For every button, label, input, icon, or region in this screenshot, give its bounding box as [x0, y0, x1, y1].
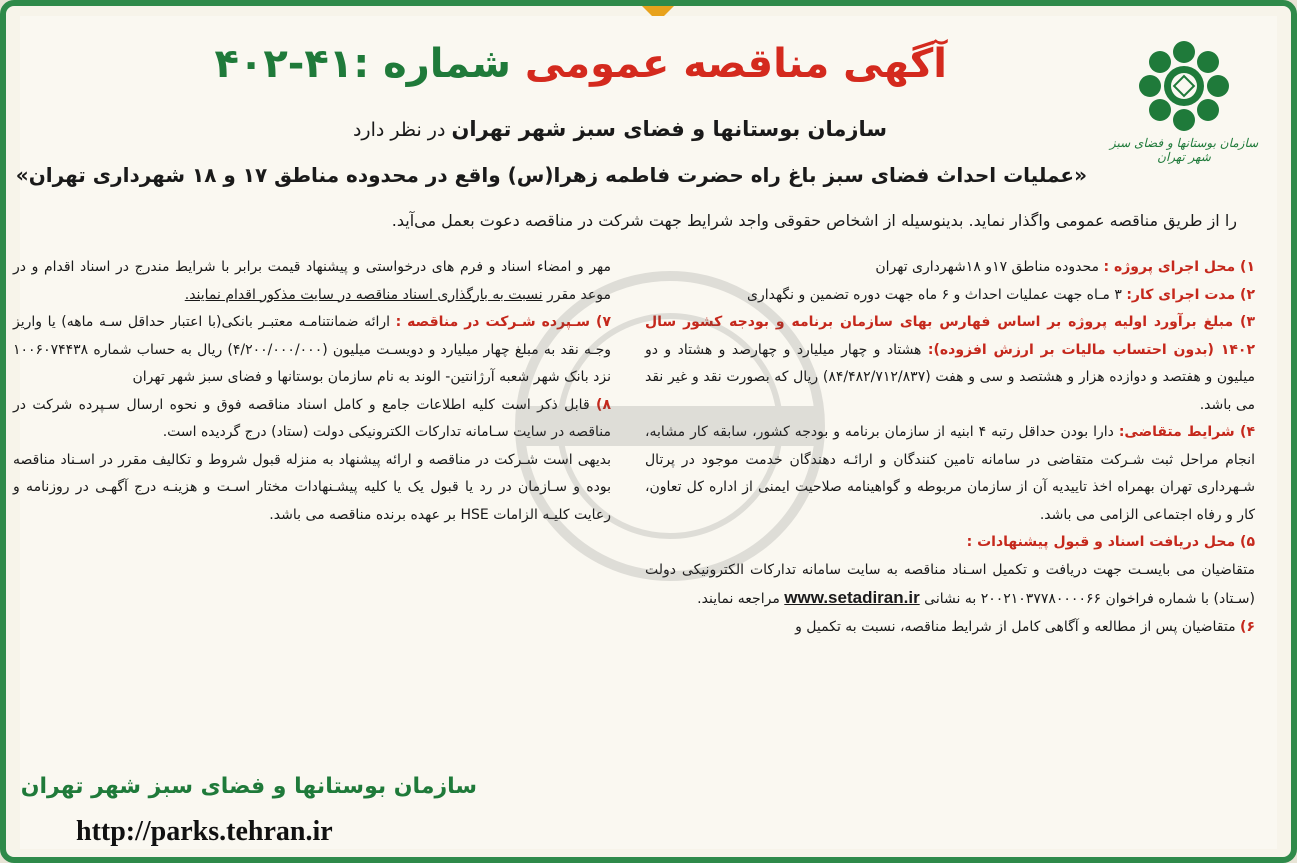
page-title	[214, 38, 947, 90]
section-1-text: محدوده مناطق ۱۷و ۱۸شهرداری تهران	[875, 259, 1104, 275]
invitation-text: را از طریق مناقصه عمومی واگذار نماید. بدینوسیله از اشخاص حقوقی واجد شرایط جهت شرکت در مناقصه دعوت بعمل می‌آید.	[391, 211, 1237, 230]
section-8-text: قابل ذکر است کلیه اطلاعات جامع و کامل اسناد مناقصه فوق و نحوه ارسال سـپرده شرکت در مناقصه در سایت سـامانه تدارکات الکترونیکی دولت (ستاد) درج گردیده است.	[13, 396, 611, 440]
section-2	[645, 282, 1255, 310]
section-5-text: متقاضیان می بایسـت جهت دریافت و تکمیل اسـناد مناقصه به سایت سامانه تدارکات الکترونیکی دولت (سـتاد) با شماره فراخوان ۲۰۰۲۱۰۳۷۷۸۰۰۰۰۶۶ به نشانی	[645, 561, 1255, 607]
section-3-text: هشتاد و چهار میلیارد و چهارصد و هشتاد و دو میلیون و هفتصد و دوازده هزار و هشتصد و سی و هفت (۸۴/۴۸۲/۷۱۲/۸۳۷) ریال که بصورت نقد و غیر نقد می باشد.	[645, 341, 1255, 413]
tender-subject: «عملیات احداث فضای سبز باغ راه حضرت فاطمه زهرا(س) واقع در محدوده مناطق ۱۷ و ۱۸ شهرداری تهران»	[15, 163, 1087, 187]
setad-link[interactable]: www.setadiran.ir	[784, 588, 920, 607]
section-6-heading: ۶)	[1240, 618, 1255, 635]
section-6	[645, 614, 1255, 642]
section-2-text: ۳ مـاه جهت عملیات احداث و ۶ ماه جهت دوره تضمین و نگهداری	[747, 286, 1127, 303]
right-column	[645, 254, 1255, 641]
title-red: آگهی مناقصه عمومی	[524, 41, 947, 87]
section-4-text: دارا بودن حداقل رتبه ۴ ابنیه از سازمان برنامه و بودجه کشور، سابقه کار مشابه، انجام مراحل ثبت شـرکت متقاضی در سامانه تامین کنندگان و ارائـه دهندگان خدمت موجود در پرتال شـهرداری تهران بهمراه اخذ تاییدیه آن از سازمان مربوطه و گواهینامه صلاحیت ایمنی از اداره کل تعاون، کار و رفاه اجتماعی الزامی می باشد.	[645, 424, 1255, 523]
organization-logo	[1109, 38, 1259, 168]
section-6-text: متقاضیان پس از مطالعه و آگاهی کامل از شرایط مناقصه، نسبت به تکمیل و	[795, 618, 1241, 635]
title-number: شماره :۴۱-۴۰۲	[214, 41, 511, 87]
section-5-heading: ۵) محل دریافت اسناد و قبول پیشنهادات :	[966, 534, 1255, 550]
section-3	[645, 309, 1255, 419]
footer-organization: سازمان بوستانها و فضای سبز شهر تهران	[20, 774, 477, 799]
section-7-heading: ۷) سـپرده شـرکت در مناقصه :	[395, 314, 611, 330]
left-column	[13, 254, 611, 529]
section-6-cont-underlined: نسبت به بارگذاری اسناد مناقصه در سایت مذکور اقدام نمایند.	[184, 286, 543, 303]
section-4	[645, 419, 1255, 529]
section-2-heading: ۲) مدت اجرای کار:	[1126, 286, 1255, 303]
section-6-continued	[13, 254, 611, 309]
section-8	[13, 392, 611, 447]
section-7-text: ارائه ضمانتنامـه معتبـر بانکی(با اعتبار حداقل سـه ماهه) یا واریز وجـه نقد به مبلغ چهار میلیارد و دویسـت میلیون (۴/۲۰۰/۰۰۰/۰۰۰) ریال به حساب شماره ۱۰۰۶۰۷۴۴۳۸ نزد بانک شهر شعبه آرژانتین- الوند به نام سازمان بوستانها و فضای سبز شهر تهران	[13, 314, 612, 385]
section-1	[645, 254, 1255, 282]
notice-body	[13, 16, 1277, 849]
organizer-line	[353, 114, 887, 145]
section-7	[13, 309, 611, 392]
section-1-heading: ۱) محل اجرای پروژه :	[1103, 259, 1255, 275]
section-6-cont-text: مهر و امضاء اسناد و فرم های درخواستی و پیشنهاد قیمت برابر با شرایط مندرج در اسناد اقدام و در موعد مقرر	[13, 259, 611, 303]
section-8-heading: ۸)	[596, 396, 611, 413]
section-5	[645, 529, 1255, 557]
section-4-heading: ۴) شرایط متقاضی:	[1118, 424, 1256, 440]
section-5-text-end: مراجعه نمایند.	[697, 591, 785, 607]
organizer-name: سازمان بوستانها و فضای سبز شهر تهران	[451, 117, 887, 141]
organizer-rest: در نظر دارد	[352, 119, 452, 141]
emblem-icon	[1136, 38, 1232, 134]
closing-note: بدیهی است شـرکت در مناقصه و ارائه پیشنهاد به منزله قبول شروط و تکالیف مقرر در اسـناد مناقصه بوده و سـازمان در رد یا قبول یک یا کلیه پیشـنهادات مختار اسـت و هزینـه درج آگهـی در روزنامه و رعایت کلیـه الزامات HSE بر عهده برنده مناقصه می باشد.	[13, 451, 611, 523]
logo-caption: سازمان بوستانها و فضای سبز شهر تهران	[1109, 136, 1259, 164]
section-5-body	[645, 557, 1255, 614]
section-3-heading: ۳) مبلغ برآورد اولیه پروژه بر اساس فهارس بهای سازمان برنامه و بودجه کشور سال ۱۴۰۲ (بدون احتساب مالیات بر ارزش افزوده):	[645, 314, 1255, 358]
footer-website-link[interactable]: http://parks.tehran.ir	[76, 816, 333, 847]
